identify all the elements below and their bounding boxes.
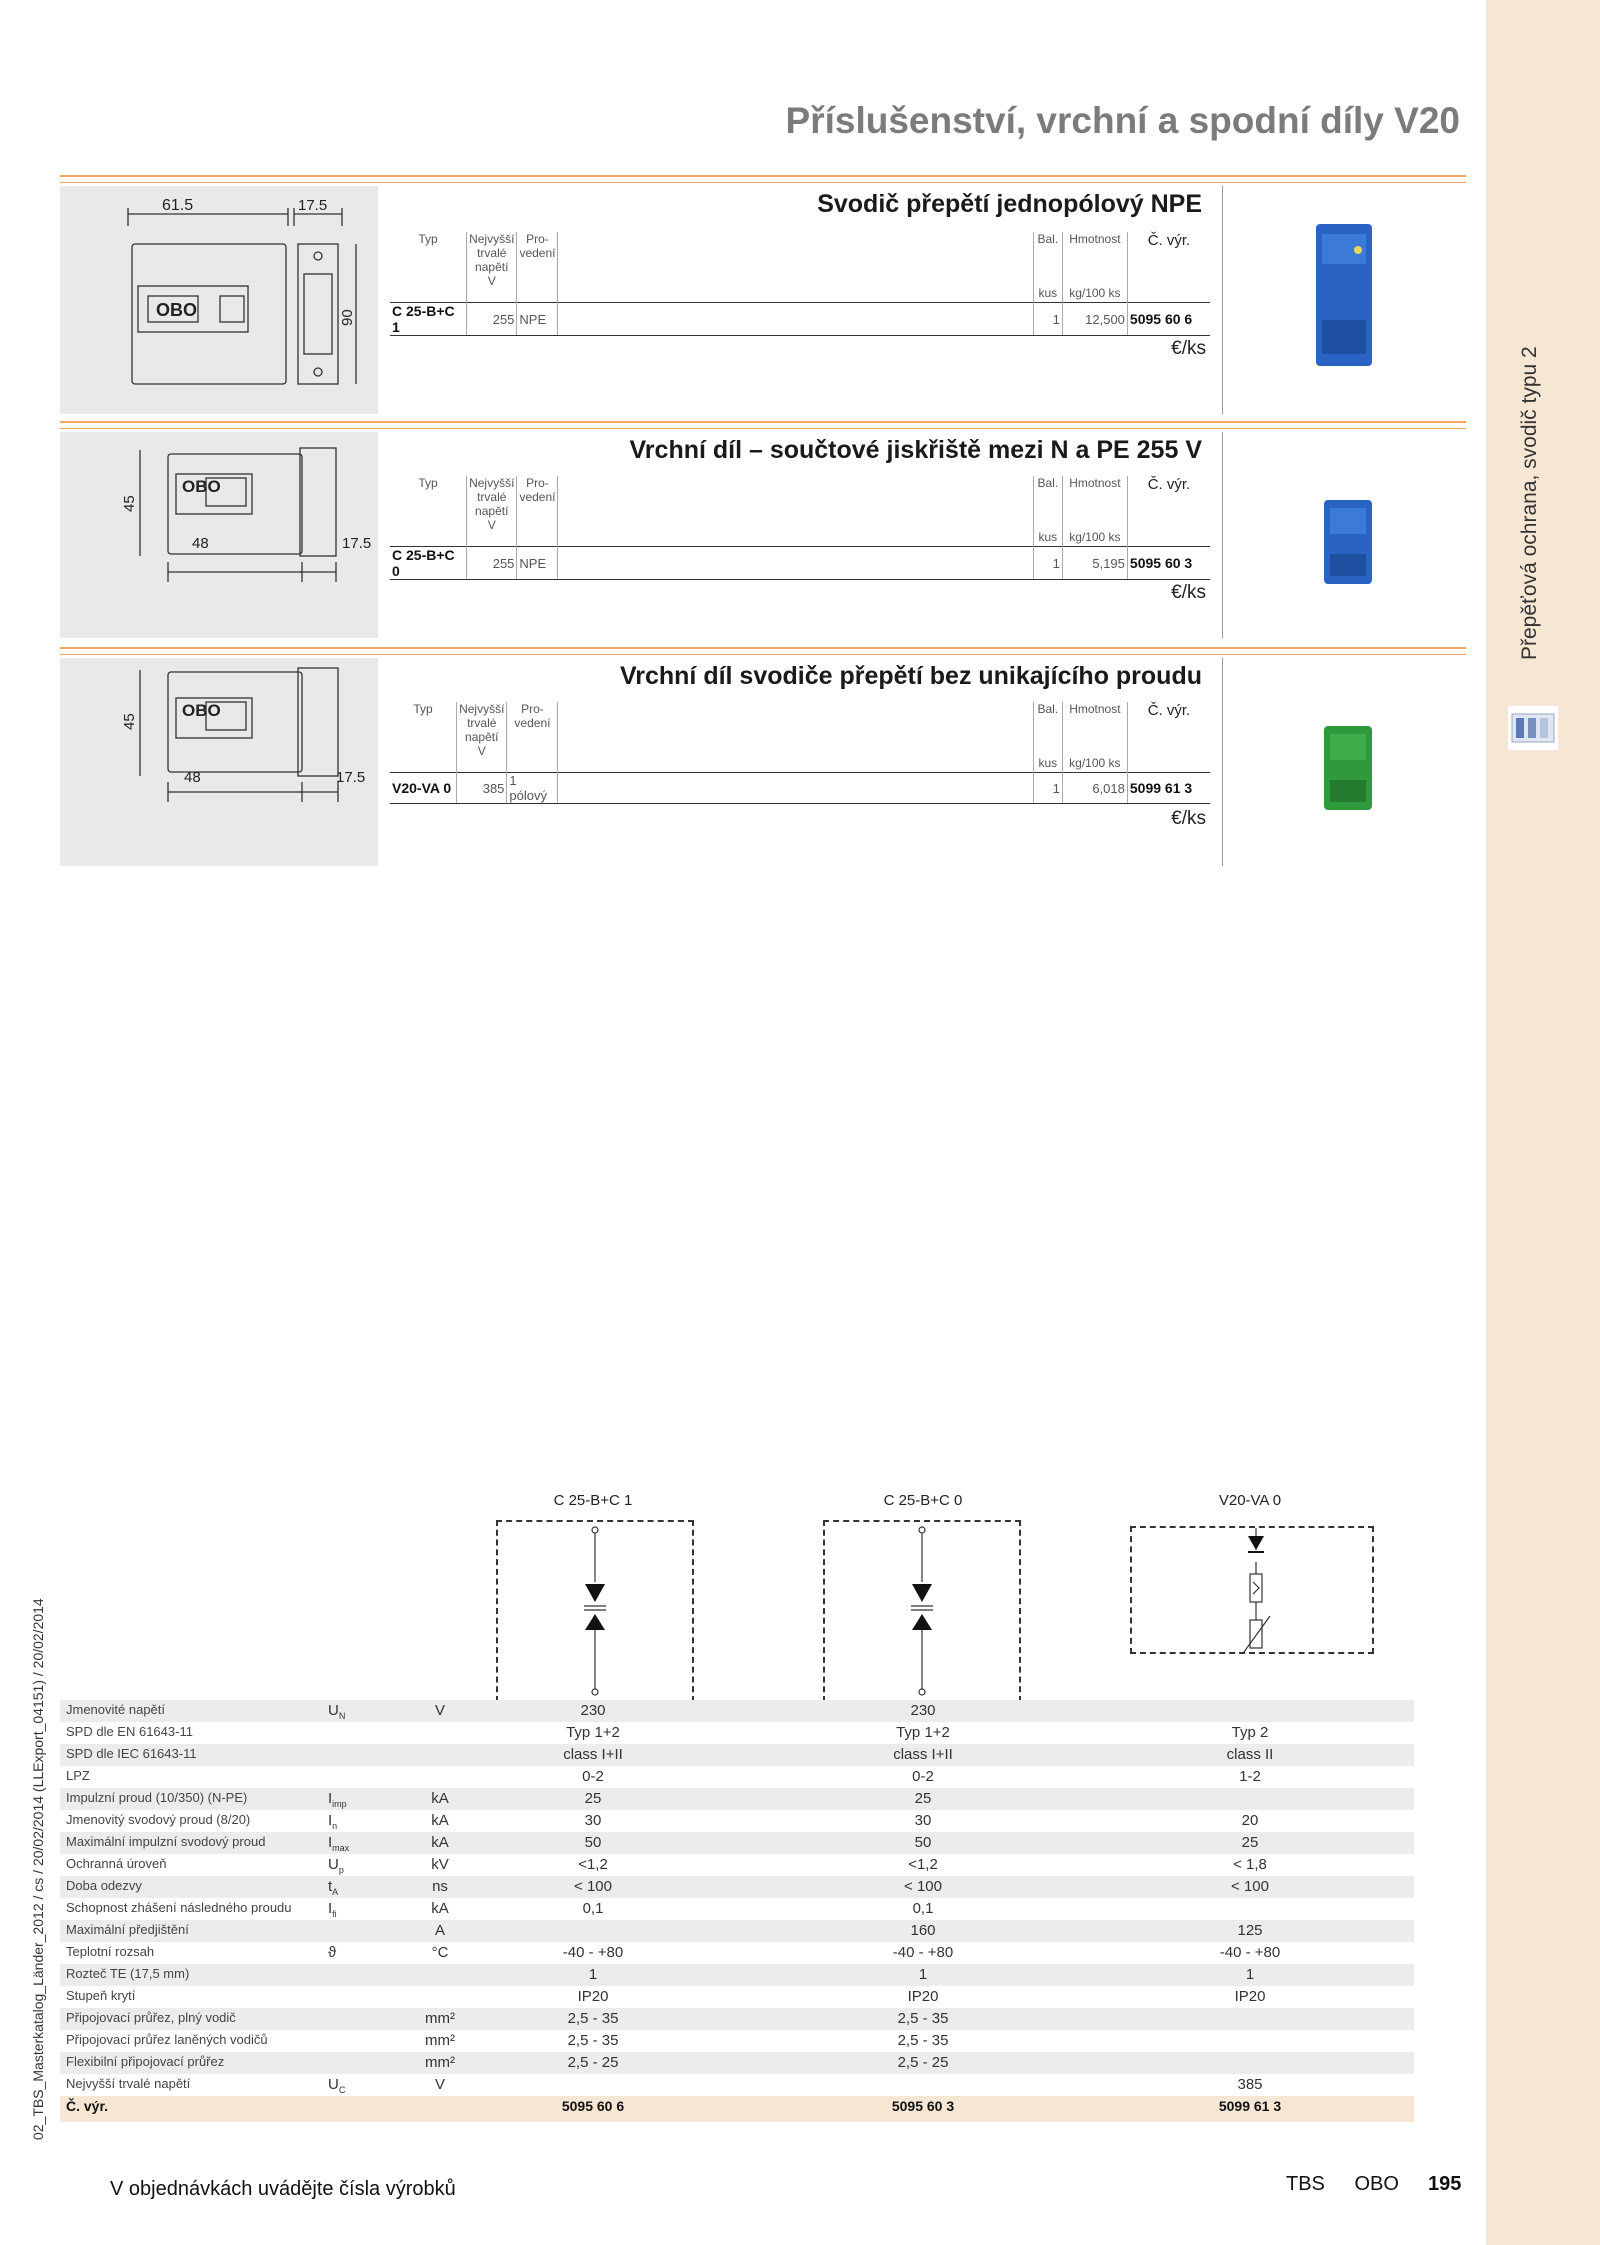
spec-label: Flexibilní připojovací průřez (66, 2054, 225, 2069)
spec-row (60, 1744, 1414, 1766)
column-separator (1222, 432, 1223, 638)
spec-symbol: ϑ (328, 1944, 337, 1961)
svg-text:48: 48 (192, 535, 209, 552)
schematic-box (496, 1520, 694, 1702)
svg-text:17.5: 17.5 (298, 197, 328, 214)
spec-value: 2,5 - 25 (897, 2054, 949, 2071)
col-typ: Typ (418, 232, 438, 246)
product-type: C 25-B+C 0 (390, 547, 467, 580)
product-table: Typ Nejvyšší trvalé napětí V Pro- vedení Bal. kus Hmotnost kg/100 ks Č. výr. C 25-B+C 1 255 NPE 1 12,500 5095 60 6 (390, 232, 1210, 336)
spec-label: Jmenovitý svodový proud (8/20) (66, 1812, 251, 1827)
spec-row (60, 1898, 1414, 1920)
spec-row (60, 1810, 1414, 1832)
spec-symbol: $U_p$ (328, 1856, 344, 1875)
spec-article-value: 5095 60 3 (891, 2098, 955, 2114)
product-type: C 25-B+C 1 (390, 303, 467, 336)
spec-label: Nejvyšší trvalé napětí (66, 2076, 191, 2091)
spec-label: Impulzní proud (10/350) (N-PE) (66, 1790, 248, 1805)
spec-row (60, 1876, 1414, 1898)
spec-value: 230 (910, 1702, 936, 1719)
footer-note: V objednávkách uvádějte čísla výrobků (110, 2178, 456, 2200)
footer-brand-obo: OBO (1354, 2173, 1399, 2195)
spec-value: Typ 1+2 (896, 1724, 950, 1741)
spec-value: -40 - +80 (562, 1944, 624, 1961)
product-type: V20-VA 0 (390, 773, 457, 804)
section-divider (60, 182, 1466, 183)
spec-label: Teplotní rozsah (66, 1944, 155, 1959)
svg-text:45: 45 (121, 713, 138, 730)
spec-value: Typ 1+2 (566, 1724, 620, 1741)
spec-value: Typ 2 (1231, 1724, 1269, 1741)
svg-text:17.5: 17.5 (336, 769, 366, 786)
spec-label: Ochranná úroveň (66, 1856, 167, 1871)
product-image (1310, 220, 1380, 375)
spec-value: 1 (918, 1966, 928, 1983)
spec-unit: mm² (425, 2032, 455, 2049)
spec-label: SPD dle EN 61643-11 (66, 1724, 193, 1739)
spec-value: 0-2 (582, 1768, 604, 1785)
spec-label: LPZ (66, 1768, 90, 1783)
spec-value: 2,5 - 35 (897, 2032, 949, 2049)
svg-text:OBO: OBO (182, 701, 221, 720)
schematic-head: C 25-B+C 1 (553, 1492, 633, 1509)
spec-unit: ns (432, 1878, 448, 1895)
spec-row-article (60, 2096, 1414, 2122)
page-title: Příslušenství, vrchní a spodní díly V20 (785, 100, 1460, 141)
side-thumbnail (1508, 706, 1558, 750)
currency-label: €/ks (1171, 338, 1206, 359)
spec-row (60, 1700, 1414, 1722)
spec-label: Stupeň krytí (66, 1988, 136, 2003)
section-divider (60, 654, 1466, 655)
spec-unit: A (434, 1922, 445, 1939)
spec-row (60, 2030, 1414, 2052)
spec-symbol: $I_n$ (328, 1812, 338, 1831)
spec-value: 230 (580, 1702, 606, 1719)
schematic-head: C 25-B+C 0 (883, 1492, 963, 1509)
spec-value: 0,1 (582, 1900, 604, 1917)
dimension-drawing (60, 186, 378, 414)
svg-text:OBO: OBO (182, 477, 221, 496)
spec-unit: mm² (425, 2010, 455, 2027)
svg-text:45: 45 (121, 495, 138, 512)
product-image (1318, 722, 1378, 819)
spec-unit: kV (431, 1856, 449, 1873)
spec-value: IP20 (1234, 1988, 1266, 2005)
spec-row (60, 1964, 1414, 1986)
section-divider (60, 421, 1466, 423)
spec-value: 125 (1237, 1922, 1263, 1939)
spec-unit: kA (431, 1812, 449, 1829)
column-separator (1222, 186, 1223, 414)
spec-value: -40 - +80 (892, 1944, 954, 1961)
spec-article-value: 5099 61 3 (1218, 2098, 1282, 2114)
spec-value: 30 (914, 1812, 932, 1829)
column-separator (1222, 658, 1223, 866)
section-title: Svodič přepětí jednopólový NPE (817, 190, 1202, 218)
spec-value: 25 (584, 1790, 602, 1807)
section-title: Vrchní díl svodiče přepětí bez unikajícího proudu (619, 662, 1202, 690)
spec-row (60, 1722, 1414, 1744)
currency-label: €/ks (1171, 582, 1206, 603)
spec-row (60, 1788, 1414, 1810)
article-number: 5095 60 3 (1127, 547, 1210, 580)
catalog-meta: 02_TBS_Masterkatalog_Länder_2012 / cs / 20/02/2014 (LLExport_04151) / 20/02/2014 (30, 1598, 46, 2140)
spec-value: 1 (588, 1966, 598, 1983)
svg-text:48: 48 (184, 769, 201, 786)
spec-value: <1,2 (578, 1856, 608, 1873)
spec-value: 50 (584, 1834, 602, 1851)
schematic-box (1130, 1526, 1374, 1654)
spec-label: Maximální předjištění (66, 1922, 189, 1937)
product-table: Typ Nejvyšší trvalé napětí V Pro- vedení Bal. kus Hmotnost kg/100 ks Č. výr. V20-VA 0 385 1 pólový 1 6,018 5099 61 3 (390, 702, 1210, 804)
spec-unit: kA (431, 1834, 449, 1851)
section-divider (60, 647, 1466, 649)
spec-label: Maximální impulzní svodový proud (66, 1834, 266, 1849)
spec-symbol: $t_A$ (328, 1878, 339, 1897)
spec-row (60, 1986, 1414, 2008)
article-number: 5099 61 3 (1127, 773, 1210, 804)
spec-row (60, 1766, 1414, 1788)
spec-value: 1 (1245, 1966, 1255, 1983)
spec-label: Jmenovité napětí (66, 1702, 166, 1717)
spec-value: 0-2 (912, 1768, 934, 1785)
spec-label: Schopnost zhášení následného proudu (66, 1900, 292, 1915)
spec-unit: mm² (425, 2054, 455, 2071)
dim-width: 61.5 (162, 197, 194, 214)
spec-value: < 100 (574, 1878, 612, 1895)
spec-value: < 1,8 (1233, 1856, 1267, 1873)
spec-value: <1,2 (908, 1856, 938, 1873)
svg-text:17.5: 17.5 (342, 535, 372, 552)
spec-value: 0,1 (912, 1900, 934, 1917)
spec-value: 2,5 - 25 (567, 2054, 619, 2071)
footer-brand-tbs: TBS (1286, 2173, 1325, 2195)
spec-row (60, 1854, 1414, 1876)
spec-unit: V (434, 1702, 445, 1719)
spec-label: Rozteč TE (17,5 mm) (66, 1966, 190, 1981)
spec-symbol: $I_{max}$ (328, 1834, 350, 1853)
footer-brand (1286, 2173, 1399, 2196)
section-divider (60, 428, 1466, 429)
spec-symbol: $U_N$ (328, 1702, 346, 1721)
spec-unit: kA (431, 1790, 449, 1807)
spec-value: 30 (584, 1812, 602, 1829)
article-number: 5095 60 6 (1127, 303, 1210, 336)
spec-row (60, 2074, 1414, 2096)
spec-value: 2,5 - 35 (567, 2010, 619, 2027)
spec-value: 50 (914, 1834, 932, 1851)
spec-value: IP20 (577, 1988, 609, 2005)
section-divider (60, 175, 1466, 177)
spec-value: 160 (910, 1922, 936, 1939)
spec-value: IP20 (907, 1988, 939, 2005)
spec-value: 1-2 (1239, 1768, 1261, 1785)
schematic-box (823, 1520, 1021, 1702)
spec-value: 2,5 - 35 (567, 2032, 619, 2049)
spec-value: class I+II (563, 1746, 623, 1763)
spec-label: Připojovací průřez laněných vodičů (66, 2032, 268, 2047)
spec-row (60, 2008, 1414, 2030)
spec-label: SPD dle IEC 61643-11 (66, 1746, 197, 1761)
spec-value: class II (1226, 1746, 1274, 1763)
spec-value: < 100 (904, 1878, 942, 1895)
spec-value: 20 (1241, 1812, 1259, 1829)
spec-symbol: $I_{imp}$ (328, 1790, 347, 1809)
spec-article-value: 5095 60 6 (561, 2098, 625, 2114)
spec-label: Doba odezvy (66, 1878, 142, 1893)
spec-unit: °C (431, 1944, 449, 1961)
svg-text:90: 90 (339, 309, 356, 326)
spec-row (60, 1832, 1414, 1854)
spec-symbol: $I_{fi}$ (328, 1900, 337, 1919)
product-image (1318, 496, 1378, 593)
spec-unit: V (434, 2076, 445, 2093)
spec-value: 25 (914, 1790, 932, 1807)
spec-value: 25 (1241, 1834, 1259, 1851)
dimension-drawing (60, 432, 378, 638)
spec-symbol: $U_C$ (328, 2076, 346, 2095)
currency-label: €/ks (1171, 808, 1206, 829)
product-table: Typ Nejvyšší trvalé napětí V Pro- vedení Bal. kus Hmotnost kg/100 ks Č. výr. C 25-B+C 0 255 NPE 1 5,195 5095 60 3 (390, 476, 1210, 580)
spec-value: class I+II (893, 1746, 953, 1763)
spec-unit: kA (431, 1900, 449, 1917)
section-title: Vrchní díl – součtové jiskřiště mezi N a PE 255 V (629, 436, 1202, 464)
side-label: Přepěťová ochrana, svodič typu 2 (1518, 346, 1541, 660)
schematic-head: V20-VA 0 (1218, 1492, 1282, 1509)
dimension-drawing (60, 658, 378, 866)
svg-text:OBO: OBO (156, 300, 198, 320)
page-number: 195 (1428, 2173, 1462, 2195)
spec-row (60, 2052, 1414, 2074)
spec-value: -40 - +80 (1219, 1944, 1281, 1961)
spec-value: < 100 (1231, 1878, 1269, 1895)
spec-label: Č. výr. (66, 2098, 109, 2114)
spec-value: 2,5 - 35 (897, 2010, 949, 2027)
spec-label: Připojovací průřez, plný vodič (66, 2010, 236, 2025)
spec-row (60, 1920, 1414, 1942)
spec-row (60, 1942, 1414, 1964)
spec-value: 385 (1237, 2076, 1263, 2093)
